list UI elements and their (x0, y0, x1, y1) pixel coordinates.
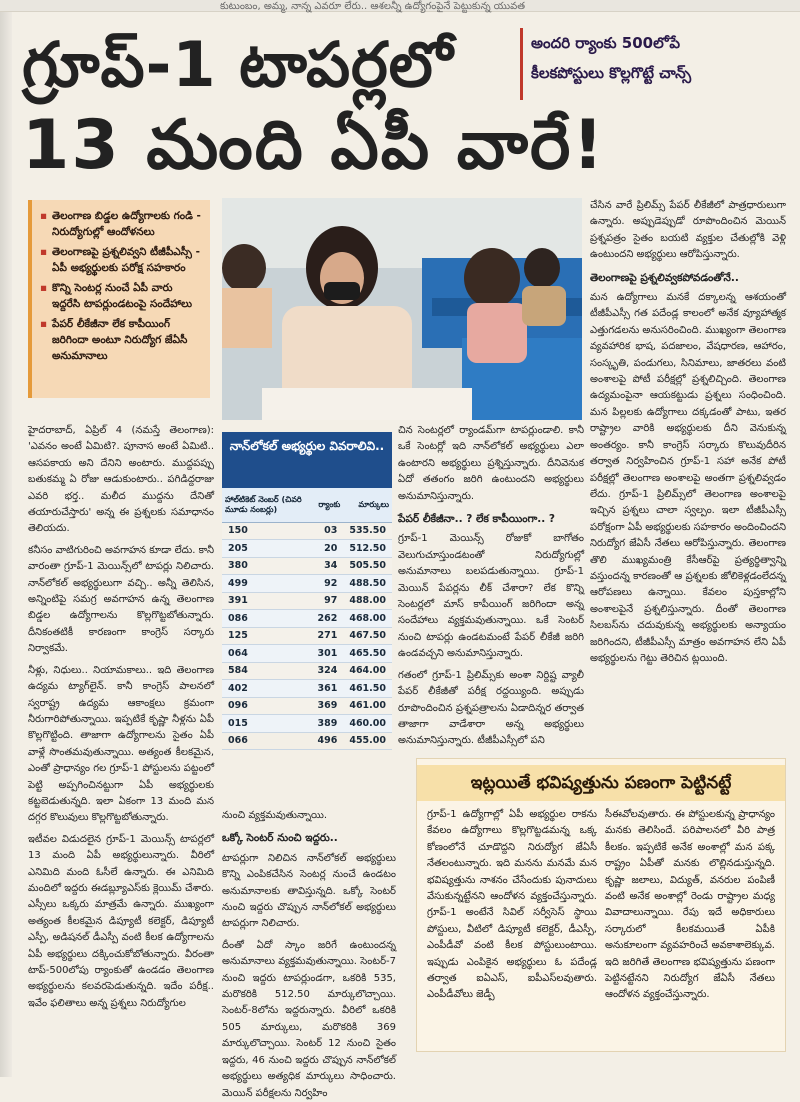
hall-ticket-cell: 096 (222, 697, 311, 715)
table-header-row (222, 488, 392, 522)
article-column-4 (590, 198, 786, 758)
nonlocal-candidates-table (222, 432, 392, 747)
marks-cell: 488.00 (343, 592, 392, 610)
marks-cell: 460.00 (343, 715, 392, 733)
rank-cell: 03 (311, 522, 343, 540)
table-row (222, 540, 392, 558)
headline-line1: గ్రూప్-1 టాపర్లలో (22, 28, 454, 101)
marks-cell: 468.00 (343, 610, 392, 628)
hall-ticket-cell: 064 (222, 645, 311, 663)
marks-cell: 488.50 (343, 575, 392, 593)
hall-ticket-cell: 015 (222, 715, 311, 733)
paragraph: కనీసం వాటిగురించి అవగాహన కూడా లేదు. కానీ వారంతా గ్రూప్-1 మెయిన్స్‌లో టాపర్లు నిలిచారు. నాన్‌లోకల్ అభ్యర్థులుగా వచ్చి.. అన్నీ తెలిసిన, అన్నింటిపై సమగ్ర అవగాహన ఉన్న తెలంగాణ బిడ్డల ఉద్యోగాలను కొల్లగొట్టబోతున్నారు. దీనికంతటికీ కారణంగా కాంగ్రెస్ సర్కారు నిర్వాకమే. (28, 544, 214, 655)
hall-ticket-cell: 391 (222, 592, 311, 610)
paragraph: టాపర్లుగా నిలిచిన నాన్‌లోకల్ అభ్యర్థులు కొన్ని ఎంపికచేసిన సెంటర్ల నుంచే ఉండటం అనుమానాలకు తావిస్తున్నది. ఒక్కో సెంటర్ నుంచి ఇద్దరు చొప్పున నాన్‌లోకల్ అభ్యర్థులు టాపర్లుగా నిలిచారు. (222, 852, 396, 930)
column-header: ర్యాంకు (311, 488, 343, 522)
hall-ticket-cell: 380 (222, 557, 311, 575)
paragraph: గ్రూప్-1 మెయిన్స్ రోజుకో బాగోతం వెలుగుచూస్తుండటంతో నిరుద్యోగుల్లో అనుమానాలు బలపడుతున్నాయి. గ్రూప్-1 మెయిన్ పేపర్లను లీక్ చేశారా? లేక కొన్ని సెంటర్లలో మాస్ కాపీయింగ్ జరిగిందా అన్న సందేహాలు వ్యక్తమవుతున్నాయి. ఒకే సెంటర్ నుంచి టాపర్లు ఉండటమంటే పేపర్ లీకేజీ జరిగి ఉండవచ్చని అనుమానిస్తున్నారు. (398, 533, 584, 660)
exam-hall-photo (222, 198, 582, 420)
hall-ticket-cell: 205 (222, 540, 311, 558)
column-header: హాల్‌టికెట్ నెంబర్ (చివరి మూడు నంబర్లు) (222, 488, 311, 522)
exam-hall-illustration (222, 198, 582, 420)
subheading: పేపర్ లీకేజీనా.. ? లేక కాపీయింగా.. ? (398, 513, 555, 526)
highlight-item: ▪ పేపర్ లీకేజీనా లేక కాపీయింగ్ జరిగిందా అంటూ నిరుద్యోగ జేఏసీ అనుమానాలు (40, 316, 204, 364)
marks-cell: 535.50 (343, 522, 392, 540)
marks-cell: 465.50 (343, 645, 392, 663)
sidebar-story-column-2 (605, 807, 775, 1047)
column-header: మార్కులు (343, 488, 392, 522)
candidates-table (222, 488, 392, 750)
marks-cell: 467.50 (343, 627, 392, 645)
top-strip (0, 0, 800, 12)
hall-ticket-cell: 125 (222, 627, 311, 645)
marks-cell: 461.50 (343, 680, 392, 698)
page-edge (0, 12, 12, 1077)
rank-cell: 369 (311, 697, 343, 715)
paragraph: నీళ్లు, నిధులు.. నియామకాలు.. ఇది తెలంగాణ ఉద్యమ ట్యాగ్‌లైన్. కానీ కాంగ్రెస్ పాలనలో స్వరాష్ట్ర ఉద్యమ ఆకాంక్షలు క్రమంగా నీరుగారిపోతున్నాయి. ఇప్పటికే కృష్ణా నీళ్లను ఏపీ కొల్లగొట్టింది. తాజాగా ఉద్యోగాలను సైతం ఏపీ వాళ్లే సొంతమవుతున్నాయి. అత్యంత కీలకమైన, ఎంతో ప్రాధాన్యం గల గ్రూప్-1 పోస్టులను పట్టంలో పెట్టి అప్పగించినట్టుగా ఏపీ అభ్యర్థులకు కట్టబెడుతున్నది. ఇలా ఏకంగా 13 మంది మన దగ్గర కొలువులు కొల్లగొట్టబోతున్నారు. (28, 664, 214, 824)
paragraph: నుంచి వ్యక్తమవుతున్నాయి. (222, 810, 328, 821)
hall-ticket-cell: 402 (222, 680, 311, 698)
kicker-line2: కీలకపోస్టులు కొల్లగొట్టే చాన్స్ (531, 64, 692, 82)
kicker-line1: అందరి ర్యాంకు 500లోపే (531, 34, 681, 52)
table-row (222, 680, 392, 698)
paragraph: చిన సెంటర్లలో ర్యాండమ్‌గా టాపర్లుండాలి. కానీ ఒకే సెంటర్లో ఇది నాన్‌లోకల్ అభ్యర్థులు ఎలా ఉంటారని అభ్యర్థులు ప్రశ్నిస్తున్నారు. దీనివెనుక ఏదో తతంగం జరిగి ఉంటుందని అభ్యర్థులు అనుమానిస్తున్నారు. (398, 425, 584, 502)
paragraph: చేసిన వారే ప్రిలిమ్స్ పేపర్ లీకేజీలో పాత్రధారులుగా ఉన్నారు. అప్పుడెప్పుడో రూపొందించిన మెయిన్ ప్రశ్నపత్రం సైతం బయటి వ్యక్తుల చేతుల్లోకి వెళ్లి ఉంటుందని అభ్యర్థులు ఆరోపిస్తున్నారు. (590, 200, 786, 261)
sidebar-story-title: ఇట్లయితే భవిష్యత్తును పణంగా పెట్టినట్టే (417, 765, 785, 801)
paragraph: సీఈవోలవుతారు. ఈ పోస్టులకున్న ప్రాధాన్యం మనకు తెలిసిందే. పరిపాలనలో వీరి పాత్ర కీలకం. ఇప్పటికే అనేక అంశాల్లో మన పక్క రాష్ట్రం ఏపీతో మనకు లొల్లినడుస్తున్నది. కృష్ణా జలాలు, విద్యుత్, వనరుల పంపిణీ వంటి అనేక అంశాల్లో రెండు రాష్ట్రాల మధ్య వివాదాలున్నాయి. రేపు ఇదే అధికారులు సర్కారులో కీలకమయితే ఏపీకి అనుకూలంగా వ్యవహరించే అవకాశాలెక్కువ. ఇది జరిగితే తెలంగాణ భవిష్యత్తును పణంగా పెట్టినట్టేనని నిరుద్యోగ జేఏసీ నేతలు ఆందోళన వ్యక్తంచేస్తున్నారు. (605, 809, 775, 1001)
marks-cell: 505.50 (343, 557, 392, 575)
rank-cell: 34 (311, 557, 343, 575)
highlights-box (28, 200, 210, 398)
rank-cell: 389 (311, 715, 343, 733)
table-title: నాన్‌లోకల్ అభ్యర్థుల వివరాలివి.. (222, 432, 392, 488)
paragraph: హైదరాబాద్, ఏప్రిల్ 4 (నమస్తే తెలంగాణ): 'ఎవనం అంటే ఏమిటి?. పూనాస అంటే ఏమిటి.. ఆసపకాయ అని దేనిని అంటారు. ముద్దపప్పు బతుకమ్మ ఏ రోజు ఆడుకుంటారు.. పగిడిద్దరాజు ఎవరి భర్త.. మలీద ముద్దను దేనితో తయారుచేస్తారు' అన్న ఈ ప్రశ్నలకు సమాధానం తెలియదు. (28, 425, 214, 535)
hall-ticket-cell: 086 (222, 610, 311, 628)
table-row (222, 662, 392, 680)
table-row (222, 557, 392, 575)
table-row (222, 575, 392, 593)
paragraph: గ్రూప్-1 ఉద్యోగాల్లో ఏపీ అభ్యర్థుల రాకను కేవలం ఉద్యోగాలు కొల్లగొట్టడమన్న ఒక్క కోణంలోనే చూడొద్దని నిరుద్యోగ జేఏసీ నేతలంటున్నారు. ఇది మనను మనమే మన భవిష్యత్తును నాశనం చేసేందుకు పునాదులు వేసుకున్నట్టేనని ఆందోళన వ్యక్తంచేస్తున్నారు. గ్రూప్-1 అంటేనే సివిల్ సర్వీసెస్ స్థాయి పోస్టులు, వీటిలో డిప్యూటీ కలెక్టర్, డీఎస్పీ, ఎంపీడీవో వంటి కీలక పోస్టులుంటాయి. ఇప్పుడు ఎంపికైన అభ్యర్థులు ఓ పదేండ్ల తర్వాత ఐఏఎస్, ఐపీఎస్‌లవుతారు. ఎంపీడీవోలు జెడ్పీ (427, 809, 597, 1001)
rank-cell: 361 (311, 680, 343, 698)
top-strip-text: కుటుంబం, అమ్మ, నాన్న ఎవరూ లేరు.. ఆశలన్నీ ఉద్యోగంపైనే పెట్టుకున్న యువత (220, 1, 525, 12)
table-row (222, 610, 392, 628)
sidebar-story-column-1 (427, 807, 597, 1047)
hall-ticket-cell: 150 (222, 522, 311, 540)
table-row (222, 592, 392, 610)
paragraph: గతంలో గ్రూప్-1 ప్రిలిమ్స్‌కు అంశా నిర్దిష్ట వ్యాలీ పేపర్ లీకేజీతో పరీక్ష రద్దయ్యింది. అప్పుడు రూపొందించిన ప్రశ్నపత్రాలను ఏడాదిన్నర తర్వాత తాజాగా వాడేశారా అన్న అభ్యర్థులు అనుమానిస్తున్నారు. టీజీపీఎస్సీలో పని (398, 669, 584, 747)
highlight-item: ▪ తెలంగాణ బిడ్డల ఉద్యోగాలకు గండి - నిరుద్యోగుల్లో ఆందోళనలు (40, 208, 204, 240)
headline-line2: 13 మంది ఏపీ వారే! (22, 106, 606, 185)
rank-cell: 496 (311, 732, 343, 750)
highlight-item: ▪ తెలంగాణపై ప్రశ్నలివ్వని టీజీపీఎస్సీ - ఏపీ అభ్యర్థులకు పరోక్ష సహకారం (40, 244, 204, 276)
subheading: తెలంగాణపై ప్రశ్నలివ్వకపోవడంతోనే.. (590, 271, 739, 284)
sidebar-story-box (416, 758, 786, 1052)
marks-cell: 455.00 (343, 732, 392, 750)
kicker-box (520, 28, 770, 100)
table-row (222, 715, 392, 733)
rank-cell: 262 (311, 610, 343, 628)
marks-cell: 464.00 (343, 662, 392, 680)
highlight-item: ▪ కొన్ని సెంటర్ల నుంచే ఏపీ వారు ఇద్దరేసి టాపర్లుండటంపై సందేహాలు (40, 280, 204, 312)
rank-cell: 97 (311, 592, 343, 610)
table-row (222, 522, 392, 540)
paragraph: దీంతో ఏదో స్కాం జరిగే ఉంటుందన్న అనుమానాలు వ్యక్తమవుతున్నాయి. సెంటర్-7 నుంచి ఇద్దరు టాపర్లుండగా, ఒకరికి 535, మరొకరికి 512.50 మార్కులొచ్చాయి. సెంటర్-8లోను ఇద్దరున్నారు. వీరిలో ఒకరికి 505 మార్కులు, మరొకరికి 369 మార్కులొచ్చాయి. సెంటర్ 12 నుంచి సైతం ఇద్దరు, 46 నుంచి ఇద్దరు చొప్పున నాన్‌లోకల్ అభ్యర్థులు అత్యధిక మార్కులు సాధించారు. మెయిన్ పరీక్షలను నిర్వహిం (222, 939, 396, 1099)
table-row (222, 697, 392, 715)
marks-cell: 461.00 (343, 697, 392, 715)
hall-ticket-cell: 066 (222, 732, 311, 750)
marks-cell: 512.50 (343, 540, 392, 558)
hall-ticket-cell: 584 (222, 662, 311, 680)
article-column-2-lower (222, 808, 396, 1099)
rank-cell: 92 (311, 575, 343, 593)
subheading: ఒక్కో సెంటర్ నుంచి ఇద్దరు.. (222, 832, 338, 845)
rank-cell: 271 (311, 627, 343, 645)
rank-cell: 301 (311, 645, 343, 663)
hall-ticket-cell: 499 (222, 575, 311, 593)
paragraph: మన ఉద్యోగాలు మనకే దక్కాలన్న ఆశయంతో టీజీపీఎస్సీ గత పదేండ్ల కాలంలో అనేక వ్యూహాత్మక ఎత్తుగడలను అనుసరించింది. ముఖ్యంగా తెలంగాణ వ్యవహారిక భాష, పదజాలం, వేషధారణ, ఆహారం, సంస్కృతి, పండుగలు, సినిమాలు, జాతరలు వంటి అంశాలపై పోటీ పరీక్షల్లో ప్రశ్నలిచ్చింది. తెలంగాణ ఉద్యమంపైనా ఆయకట్టుడు ప్రశ్నలు సంధించింది. మన పిల్లలకు ఉద్యోగాలు దక్కడంతో పాటు, ఇతర రాష్ట్రాల వారికి అభ్యర్థులకు దీని వెనుకున్న అంతర్యం. కానీ కాంగ్రెస్ సర్కారు కొలువుదీరిన తర్వాత నిర్వహించిన గ్రూప్-1 సహా అనేక పోటీ పరీక్షల్లో తెలంగాణ అంశాలపై అంతగా ప్రశ్నలివ్వడం లేదు. గ్రూప్-1 ప్రిలిమ్స్‌లో తెలంగాణ అంశాలపై ఇచ్చిన ప్రశ్నలు చాలా స్వల్పం. ఇలా టీజీపీఎస్సీ పరోక్షంగా ఏపీ అభ్యర్థులకు సహకారం అందించిందని నిరుద్యోగ జేఏసీ నేతలు ఆరోపిస్తున్నారు. తెలంగాణ తొలి ముఖ్యమంత్రి కేసీఆర్‌పై ప్రత్యర్థిత్వాన్ని వస్తుందన్న కారణంతో ఆ ప్రశ్నలకు జోలికెళ్లడంలేదన్న ఆరోపణలు ఉన్నాయి. కేవలం పుస్తకాల్లోని అంశాలపైనే ప్రశ్నలిస్తున్నారు. దీంతో తెలంగాణ సిలబస్‌ను చదువుకున్న అభ్యర్థులకు అన్యాయం జరిగిందని, టీజీపీఎస్సీ మాత్రం అవగాహన లేని ఏపీ అభ్యర్థులను గెట్టు తెరిచిన ట్లయింది. (590, 292, 786, 664)
table-row (222, 627, 392, 645)
article-column-1 (28, 423, 214, 1043)
table-row (222, 732, 392, 750)
table-row (222, 645, 392, 663)
rank-cell: 324 (311, 662, 343, 680)
rank-cell: 20 (311, 540, 343, 558)
paragraph: ఇటీవల విడుదలైన గ్రూప్-1 మెయిన్స్ టాపర్లలో 13 మంది ఏపీ అభ్యర్థులున్నారు. వీరిలో ఎనిమిది మంది ఓసీలే ఉన్నారు. ఈ ఎనిమిది మందిలో ఇద్దరు ఈడబ్ల్యూఎస్‌కు క్లెయిమ్ చేశారు. ఎస్సీలు ఒక్కరు మాత్రమే ఉన్నారు. ముఖ్యంగా అత్యంత కీలకమైన డిప్యూటీ కలెక్టర్, డిప్యూటీ ఎస్పీ, అడిషనల్ డీఎస్పీ వంటి కీలక ఉద్యోగాలను ఏపీ అభ్యర్థులు దక్కించుకోబోతున్నారు. వీరంతా టాప్-500లోపు ర్యాంకుతో ఉండడం తెలంగాణ అభ్యర్థులను కలవరపెడుతున్నది. ఇదేం పరీక్ష.. ఇవేం ఫలితాలు అన్న ప్రశ్నలు నిరుద్యోగుల (28, 833, 214, 1009)
